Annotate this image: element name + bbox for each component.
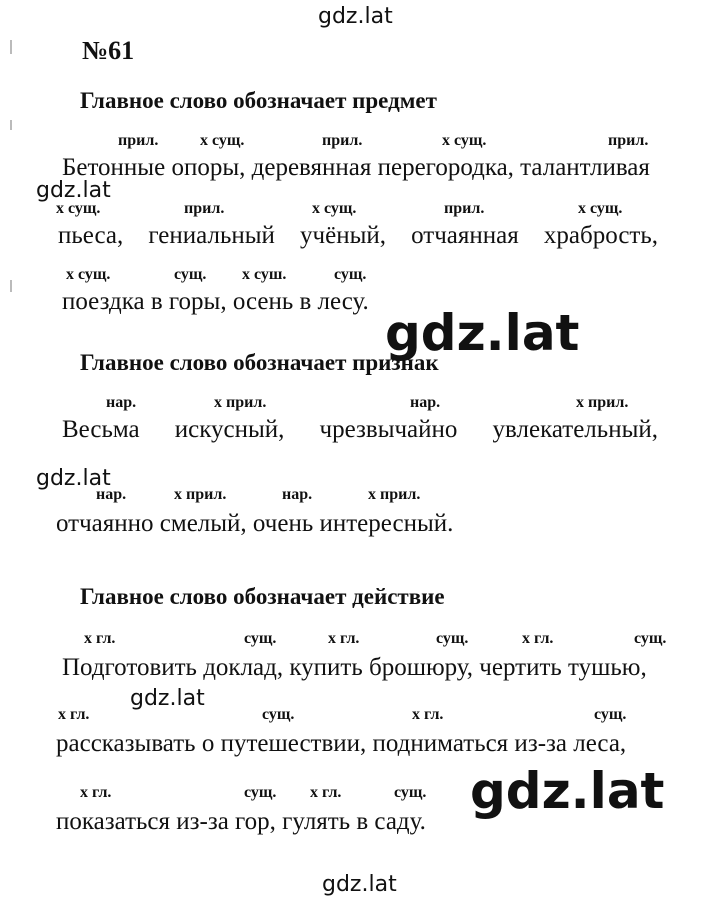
- annotation: х прил.: [368, 486, 421, 503]
- watermark-big-2: gdz.lat: [470, 762, 665, 820]
- watermark-top: gdz.lat: [318, 4, 393, 29]
- annotation: х прил.: [576, 394, 629, 411]
- watermark-mid: gdz.lat: [130, 686, 205, 711]
- annotation: сущ.: [244, 784, 277, 801]
- watermark-left-2: gdz.lat: [36, 466, 111, 491]
- text-line: рассказывать о путешествии, подниматься из-за леса,: [56, 730, 627, 757]
- text-line: Подготовить доклад, купить брошюру, чертить тушью,: [62, 654, 647, 681]
- text-line: Весьма искусный, чрезвычайно увлекательный,: [62, 416, 658, 443]
- annotation: х сущ.: [56, 200, 101, 217]
- watermark-big-1: gdz.lat: [385, 304, 580, 362]
- annotation: сущ.: [244, 630, 277, 647]
- annotation: сущ.: [262, 706, 295, 723]
- annotation: прил.: [608, 132, 649, 149]
- annotation: х гл.: [80, 784, 112, 801]
- annotation: х прил.: [214, 394, 267, 411]
- annotation: х гл.: [84, 630, 116, 647]
- annotation: х сущ.: [66, 266, 111, 283]
- annotation: прил.: [184, 200, 225, 217]
- annotation: нар.: [282, 486, 313, 503]
- scan-mark: [10, 40, 12, 54]
- annotation: сущ.: [436, 630, 469, 647]
- watermark-left-1: gdz.lat: [36, 178, 111, 203]
- annotation: прил.: [444, 200, 485, 217]
- section-heading: Главное слово обозначает предмет: [80, 88, 437, 113]
- annotation: х гл.: [310, 784, 342, 801]
- annotation: сущ.: [634, 630, 667, 647]
- annotation: х сущ.: [200, 132, 245, 149]
- text-line: Бетонные опоры, деревянная перегородка, талантливая: [62, 154, 650, 181]
- annotation: прил.: [118, 132, 159, 149]
- annotation: х сущ.: [578, 200, 623, 217]
- annotation: х сущ.: [442, 132, 487, 149]
- annotation: х прил.: [174, 486, 227, 503]
- annotation: сущ.: [334, 266, 367, 283]
- annotation: нар.: [106, 394, 137, 411]
- annotation: х гл.: [328, 630, 360, 647]
- text-line: отчаянно смелый, очень интересный.: [56, 510, 454, 537]
- annotation: сущ.: [174, 266, 207, 283]
- annotation: х гл.: [58, 706, 90, 723]
- annotation: нар.: [410, 394, 441, 411]
- scan-mark: [10, 280, 12, 292]
- annotation: прил.: [322, 132, 363, 149]
- annotation: х сущ.: [312, 200, 357, 217]
- section-heading: Главное слово обозначает действие: [80, 584, 445, 609]
- annotation: сущ.: [394, 784, 427, 801]
- watermark-bottom: gdz.lat: [322, 872, 397, 897]
- section-heading: Главное слово обозначает признак: [80, 350, 439, 375]
- annotation: х гл.: [412, 706, 444, 723]
- annotation: сущ.: [594, 706, 627, 723]
- exercise-number: №61: [82, 36, 135, 65]
- annotation: нар.: [96, 486, 127, 503]
- scan-mark: [10, 120, 12, 130]
- text-line: показаться из-за гор, гулять в саду.: [56, 808, 426, 835]
- annotation: х гл.: [522, 630, 554, 647]
- text-line: пьеса, гениальный учёный, отчаянная храбрость,: [58, 222, 658, 249]
- text-line: поездка в горы, осень в лесу.: [62, 288, 369, 315]
- annotation: х суш.: [242, 266, 287, 283]
